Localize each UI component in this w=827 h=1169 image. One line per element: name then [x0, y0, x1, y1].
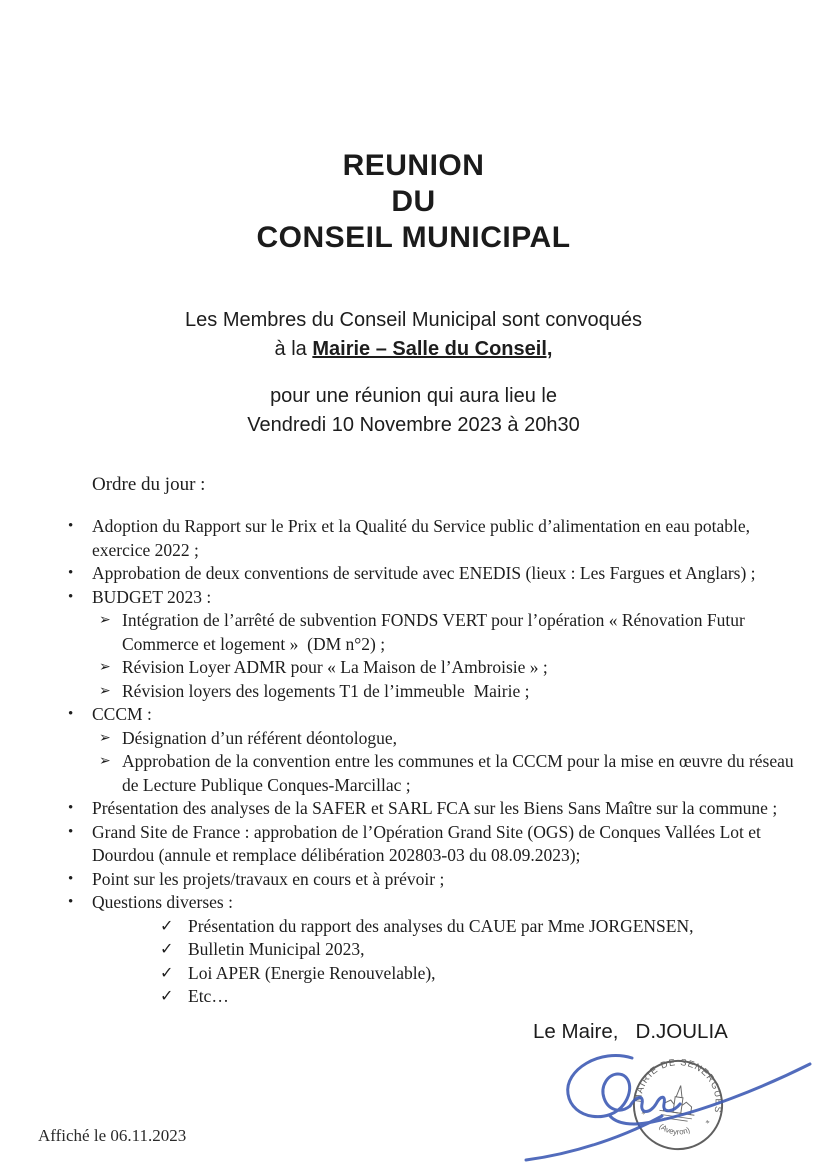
checkmark-icon: ✓	[160, 964, 174, 982]
stamp-bottom-text: (Aveyron)	[657, 1121, 692, 1137]
agenda-item-text: Révision Loyer ADMR pour « La Maison de l’Ambroisie » ;	[122, 657, 548, 677]
agenda-item-text: Présentation du rapport des analyses du CAUE par Mme JORGENSEN,	[188, 915, 694, 936]
agenda-item	[0, 891, 798, 915]
meeting-datetime: Vendredi 10 Novembre 2023 à 20h30	[247, 414, 580, 436]
agenda-checkitem	[0, 985, 798, 1009]
agenda-item-text: Etc…	[188, 986, 229, 1006]
agenda-checkitem	[0, 915, 798, 939]
arrow-bullet-icon: ➢	[99, 660, 111, 675]
agenda-item	[0, 515, 798, 562]
agenda-list	[0, 515, 800, 1009]
agenda-item	[0, 562, 798, 586]
bullet-icon: •	[68, 894, 74, 910]
agenda-item-text: Bulletin Municipal 2023,	[188, 939, 365, 959]
arrow-bullet-icon: ➢	[99, 730, 111, 746]
bullet-icon: •	[68, 870, 74, 887]
agenda-item-text: Désignation d’un référent déontologue,	[122, 727, 398, 748]
convocation-line-2	[0, 335, 827, 364]
agenda-item-text: Révision loyers des logements T1 de l’immeuble Mairie ;	[122, 680, 530, 701]
agenda-subitem	[0, 750, 798, 797]
agenda-item-text: BUDGET 2023 :	[92, 586, 212, 607]
bullet-icon: •	[68, 706, 74, 722]
title-line-2: DU	[391, 185, 436, 218]
meeting-location: Mairie – Salle du Conseil,	[312, 338, 553, 360]
agenda-item	[0, 868, 798, 892]
bullet-icon: •	[68, 800, 74, 816]
bullet-icon: •	[68, 518, 74, 534]
agenda-item	[0, 703, 798, 727]
agenda-item	[0, 821, 798, 868]
posted-date-label: Affiché le 06.11.2023	[38, 1126, 187, 1145]
mayor-signature-ink	[512, 1046, 812, 1168]
arrow-bullet-icon: ➢	[99, 683, 111, 699]
agenda-item-text: Intégration de l’arrêté de subvention FONDS VERT pour l’opération « Rénovation Futur Commerce et logement » (DM n°2) ;	[122, 610, 750, 654]
agenda-item	[0, 797, 798, 821]
stamp-star-left-icon: *	[640, 1108, 647, 1120]
bullet-icon: •	[68, 823, 74, 840]
checkmark-icon: ✓	[160, 988, 174, 1005]
agenda-item-text: Approbation de la convention entre les communes et la CCCM pour la mise en œuvre du réseau de Lecture Publique Conques-Marcillac ;	[122, 751, 799, 795]
convocation-line-1: Les Membres du Conseil Municipal sont convoqués	[185, 309, 642, 331]
title-line-3: CONSEIL MUNICIPAL	[256, 221, 571, 254]
agenda-item-text: Grand Site de France : approbation de l’Opération Grand Site (OGS) de Conques Vallées Lot et Dourdou (annule et remplace délibération 202803-03 du 08.09.2023);	[92, 821, 766, 865]
agenda-checkitem	[0, 938, 798, 962]
document-title	[0, 148, 827, 256]
convocation-block-1	[0, 306, 827, 364]
agenda-subitem	[0, 609, 798, 656]
convocation-block-2	[0, 382, 827, 440]
agenda-subitem	[0, 656, 798, 680]
signature-label: Le Maire, D.JOULIA	[533, 1020, 728, 1043]
checkmark-icon: ✓	[160, 941, 174, 958]
convocation-line-2-prefix: à la	[274, 338, 313, 360]
agenda-item-text: Adoption du Rapport sur le Prix et la Qualité du Service public d’alimentation en eau potable, exercice 2022 ;	[92, 516, 755, 560]
agenda-subitem	[0, 680, 798, 704]
stamp-top-text: MAIRIE DE SENERGUES	[632, 1057, 724, 1115]
arrow-bullet-icon: ➢	[99, 613, 111, 628]
stamp-star-right-icon: *	[704, 1117, 711, 1129]
agenda-checkitem	[0, 962, 798, 986]
agenda-item-text: Approbation de deux conventions de servitude avec ENEDIS (lieux : Les Fargues et Anglars) ;	[92, 563, 756, 583]
bullet-icon: •	[68, 588, 74, 605]
agenda-item-text: Questions diverses :	[92, 892, 233, 912]
agenda-item-text: CCCM :	[92, 704, 152, 724]
agenda-item-text: Loi APER (Energie Renouvelable),	[188, 962, 436, 983]
arrow-bullet-icon: ➢	[99, 754, 111, 769]
checkmark-icon: ✓	[160, 917, 174, 935]
agenda-item	[0, 586, 798, 610]
agenda-subitem	[0, 727, 798, 751]
agenda-item-text: Présentation des analyses de la SAFER et SARL FCA sur les Biens Sans Maître sur la commune ;	[92, 798, 778, 818]
title-line-1: REUNION	[342, 149, 485, 182]
agenda-heading: Ordre du jour :	[92, 474, 206, 495]
convocation-line-3: pour une réunion qui aura lieu le	[270, 385, 557, 407]
agenda-item-text: Point sur les projets/travaux en cours et à prévoir ;	[92, 868, 445, 889]
bullet-icon: •	[68, 565, 74, 581]
